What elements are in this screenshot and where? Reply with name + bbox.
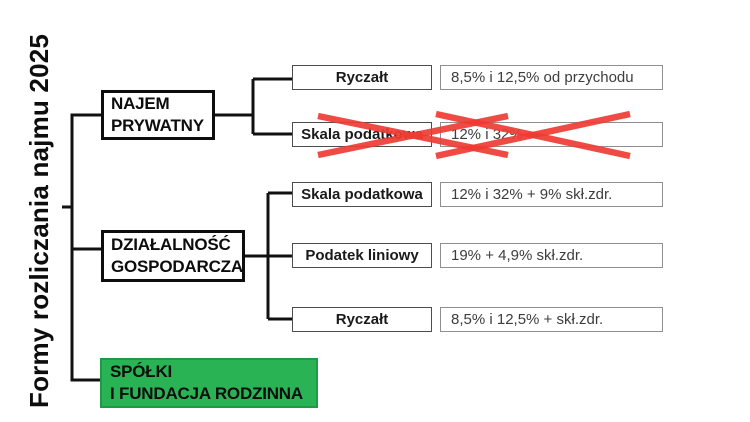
tax-option-value-ryczalt-najem: 8,5% i 12,5% od przychodu [440,65,663,90]
tax-option-label-skala-najem: Skala podatkowa [292,122,432,147]
node-najem-line2: PRYWATNY [111,116,204,135]
node-dzialalnosc-line1: DZIAŁALNOŚĆ [111,235,231,255]
tax-option-label-ryczalt-dzialalnosc: Ryczałt [292,307,432,332]
tax-option-label-skala-dzialalnosc: Skala podatkowa [292,182,432,207]
node-dzialalnosc-line2: GOSPODARCZA [111,257,243,276]
tax-option-label-podatek-liniowy: Podatek liniowy [292,243,432,268]
tax-option-value-podatek-liniowy: 19% + 4,9% skł.zdr. [440,243,663,268]
node-najem-prywatny [101,90,215,140]
diagram-title: Formy rozliczania najmu 2025 [24,33,54,408]
node-spolki-line1: SPÓŁKI [110,361,173,381]
tax-option-value-skala-dzialalnosc: 12% i 32% + 9% skł.zdr. [440,182,663,207]
tax-option-value-skala-najem: 12% i 32% [440,122,663,147]
node-spolki-i-fundacja-rodzinna [100,358,318,408]
node-najem-line1: NAJEM [111,94,170,114]
node-dzialalnosc-gospodarcza [101,230,245,282]
tax-option-label-ryczalt-najem: Ryczałt [292,65,432,90]
tax-option-value-ryczalt-dzialalnosc: 8,5% i 12,5% + skł.zdr. [440,307,663,332]
node-spolki-line2: I FUNDACJA RODZINNA [110,384,303,403]
